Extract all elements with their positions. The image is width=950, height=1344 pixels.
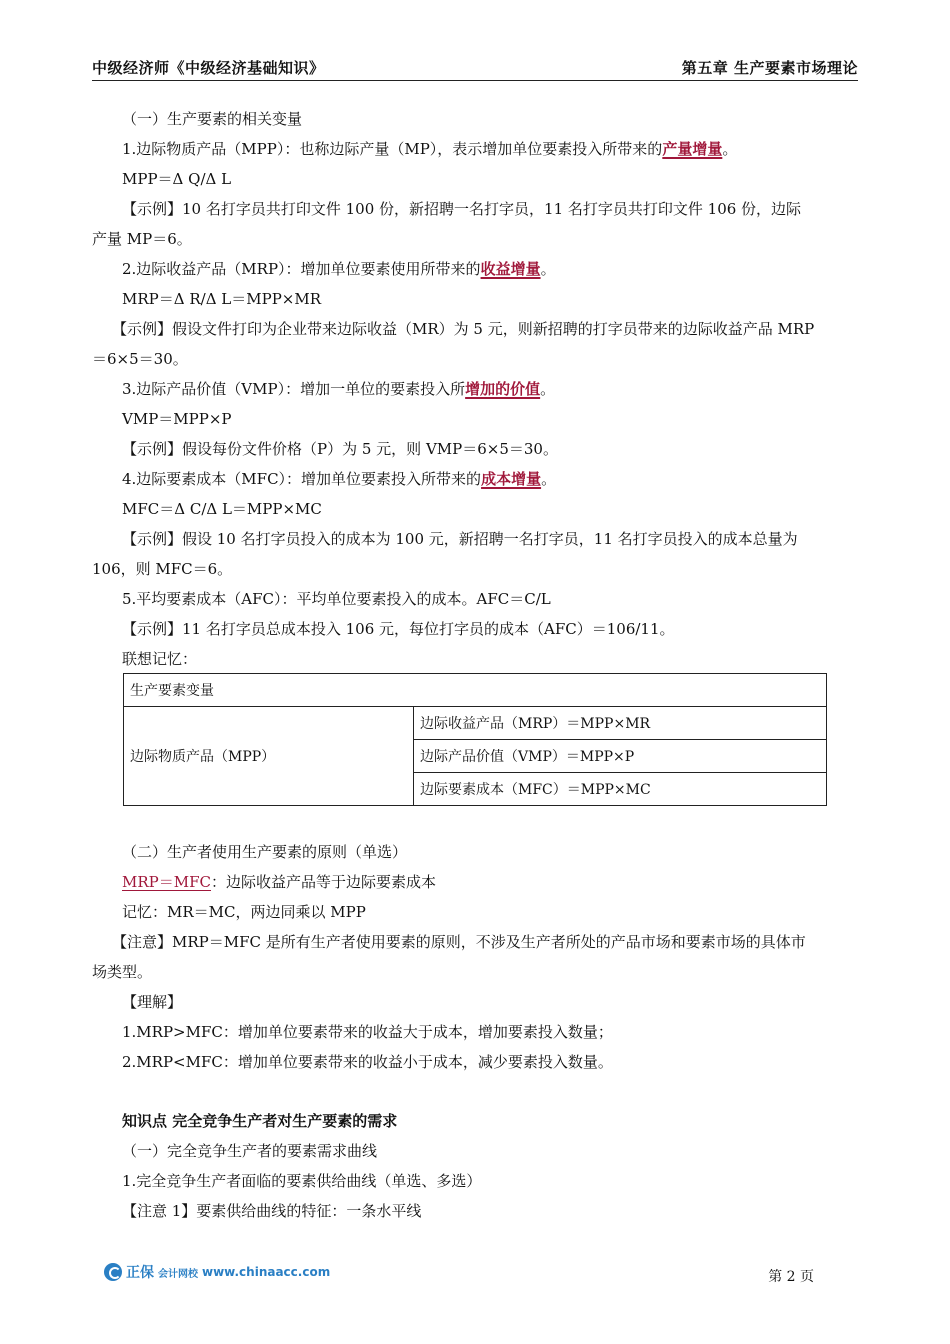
- example-2-line-2: ＝6×5＝30。: [92, 350, 188, 368]
- table-row: [124, 707, 827, 740]
- example-4-line-1: 【示例】假设 10 名打字员投入的成本为 100 元，新招聘一名打字员，11 名打字员投入的成本总量为: [122, 530, 798, 548]
- section3-subtitle: （一）完全竞争生产者的要素需求曲线: [122, 1142, 378, 1160]
- logo-brand-sub: 会计网校: [158, 1268, 198, 1280]
- page-header: [92, 52, 858, 81]
- table-cell-mrp: 边际收益产品（MRP）＝MPP×MR: [414, 707, 827, 740]
- note-line-2: 场类型。: [92, 963, 153, 981]
- mfc-definition: 4.边际要素成本（MFC）：增加单位要素投入所带来的成本增量。: [122, 470, 557, 488]
- memory-table: [123, 673, 827, 806]
- table-header-cell: 生产要素变量: [124, 674, 827, 707]
- table-row: [124, 674, 827, 707]
- highlight-output-increment: 产量增量: [662, 140, 723, 158]
- example-2-line-1: 【示例】假设文件打印为企业带来边际收益（MR）为 5 元，则新招聘的打字员带来的边际收益产品 MRP: [112, 320, 815, 338]
- table-mpp-cell: 边际物质产品（MPP）: [124, 707, 414, 806]
- table-cell-mfc: 边际要素成本（MFC）＝MPP×MC: [414, 773, 827, 806]
- example-4-line-2: 106，则 MFC＝6。: [92, 560, 233, 578]
- highlight-added-value: 增加的价值: [465, 380, 541, 398]
- page-number: 第 2 页: [768, 1269, 814, 1285]
- logo-brand: 正保: [126, 1265, 154, 1281]
- memory-tip: 记忆：MR＝MC，两边同乘以 MPP: [122, 903, 366, 921]
- mpp-definition: 1.边际物质产品（MPP）：也称边际产量（MP），表示增加单位要素投入所带来的产量增量。: [122, 140, 738, 158]
- note-line-1: 【注意】MRP＝MFC 是所有生产者使用要素的原则，不涉及生产者所处的产品市场和要素市场的具体市: [112, 933, 806, 951]
- memo-label: 联想记忆：: [122, 650, 198, 668]
- mfc-formula: MFC＝Δ C/Δ L＝MPP×MC: [122, 500, 322, 518]
- principle-rule: MRP＝MFC：边际收益产品等于边际要素成本: [122, 873, 437, 891]
- example-3: 【示例】假设每份文件价格（P）为 5 元，则 VMP＝6×5＝30。: [122, 440, 558, 458]
- vmp-formula: VMP＝MPP×P: [122, 410, 232, 428]
- mpp-formula: MPP＝Δ Q/Δ L: [122, 170, 232, 188]
- highlight-revenue-increment: 收益增量: [480, 260, 541, 278]
- note-1: 【注意 1】要素供给曲线的特征：一条水平线: [122, 1202, 422, 1220]
- understand-label: 【理解】: [122, 993, 183, 1011]
- highlight-cost-increment: 成本增量: [481, 470, 542, 488]
- afc-definition: 5.平均要素成本（AFC）：平均单位要素投入的成本。AFC＝C/L: [122, 590, 551, 608]
- table-cell-vmp: 边际产品价值（VMP）＝MPP×P: [414, 740, 827, 773]
- section2-title: （二）生产者使用生产要素的原则（单选）: [122, 843, 408, 861]
- knowledge-point-title: 知识点 完全竞争生产者对生产要素的需求: [122, 1112, 398, 1130]
- understand-item-2: 2.MRP<MFC：增加单位要素带来的收益小于成本，减少要素投入数量。: [122, 1053, 613, 1071]
- logo-url: www.chinaacc.com: [202, 1265, 331, 1279]
- header-book-title: 中级经济师《中级经济基础知识》: [92, 59, 325, 77]
- section1-title: （一）生产要素的相关变量: [122, 110, 303, 128]
- understand-item-1: 1.MRP>MFC：增加单位要素带来的收益大于成本，增加要素投入数量；: [122, 1023, 613, 1041]
- mrp-definition: 2.边际收益产品（MRP）：增加单位要素使用所带来的收益增量。: [122, 260, 556, 278]
- footer-logo: [104, 1262, 330, 1282]
- supply-curve-heading: 1.完全竞争生产者面临的要素供给曲线（单选、多选）: [122, 1172, 482, 1190]
- example-1-line-2: 产量 MP＝6。: [92, 230, 192, 248]
- header-chapter-title: 第五章 生产要素市场理论: [681, 59, 858, 77]
- vmp-definition: 3.边际产品价值（VMP）：增加一单位的要素投入所增加的价值。: [122, 380, 556, 398]
- example-5: 【示例】11 名打字员总成本投入 106 元，每位打字员的成本（AFC）＝106/11。: [122, 620, 675, 638]
- mrp-formula: MRP＝Δ R/Δ L＝MPP×MR: [122, 290, 322, 308]
- highlight-mrp-mfc: MRP＝MFC: [122, 873, 211, 891]
- example-1-line-1: 【示例】10 名打字员共打印文件 100 份，新招聘一名打字员，11 名打字员共打印文件 106 份，边际: [122, 200, 802, 218]
- logo-icon: [104, 1263, 122, 1281]
